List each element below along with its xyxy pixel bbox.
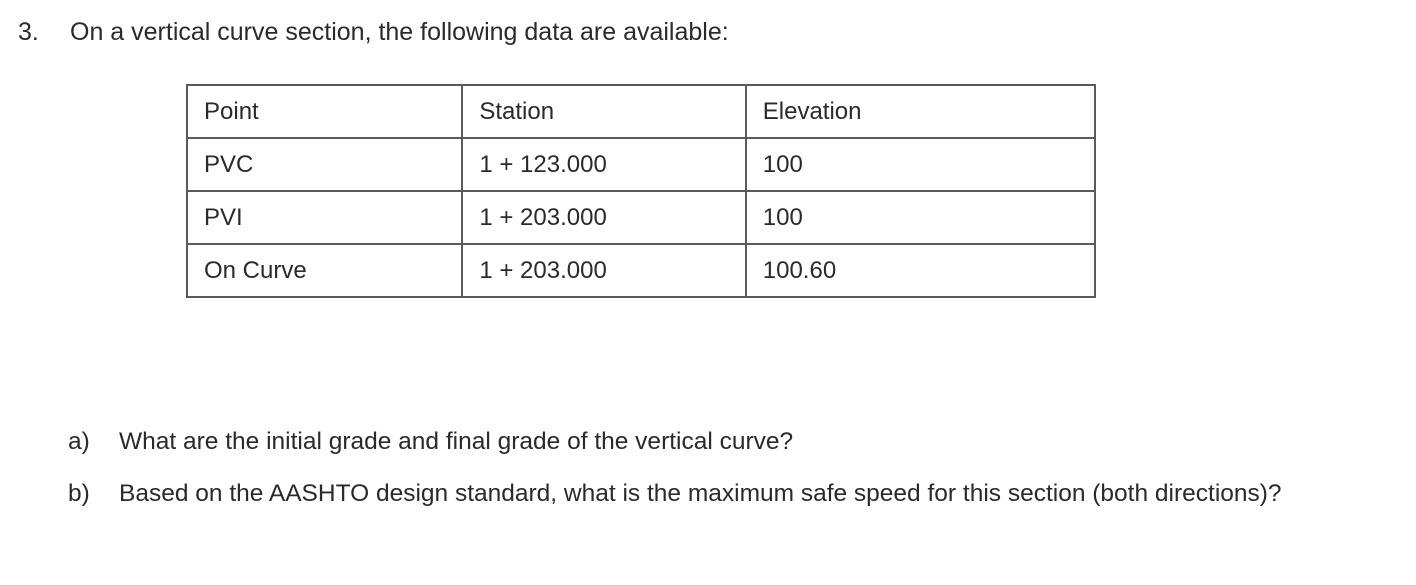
cell-elevation: 100 bbox=[746, 138, 1095, 191]
table-row bbox=[187, 138, 1095, 191]
sub-question-b-text: Based on the AASHTO design standard, what is the maximum safe speed for this section (both directions)? bbox=[119, 480, 1282, 507]
sub-question-b bbox=[68, 476, 1408, 556]
cell-elevation: 100 bbox=[746, 191, 1095, 244]
table-row bbox=[187, 191, 1095, 244]
cell-station: 1 + 203.000 bbox=[462, 244, 745, 297]
sub-question-a-text: What are the initial grade and final grade of the vertical curve? bbox=[119, 428, 794, 455]
sub-question-a bbox=[68, 424, 1408, 464]
question-number: 3. bbox=[18, 18, 39, 46]
table-row bbox=[187, 244, 1095, 297]
cell-point: On Curve bbox=[187, 244, 462, 297]
cell-point: PVI bbox=[187, 191, 462, 244]
header-point: Point bbox=[187, 85, 462, 138]
cell-point: PVC bbox=[187, 138, 462, 191]
cell-station: 1 + 203.000 bbox=[462, 191, 745, 244]
data-table bbox=[186, 84, 1096, 298]
cell-station: 1 + 123.000 bbox=[462, 138, 745, 191]
sub-question-a-label: a) bbox=[68, 428, 90, 455]
table-header-row bbox=[187, 85, 1095, 138]
header-station: Station bbox=[462, 85, 745, 138]
header-elevation: Elevation bbox=[746, 85, 1095, 138]
sub-question-b-label: b) bbox=[68, 480, 90, 507]
question-prompt: On a vertical curve section, the following data are available: bbox=[70, 18, 729, 46]
cell-elevation: 100.60 bbox=[746, 244, 1095, 297]
